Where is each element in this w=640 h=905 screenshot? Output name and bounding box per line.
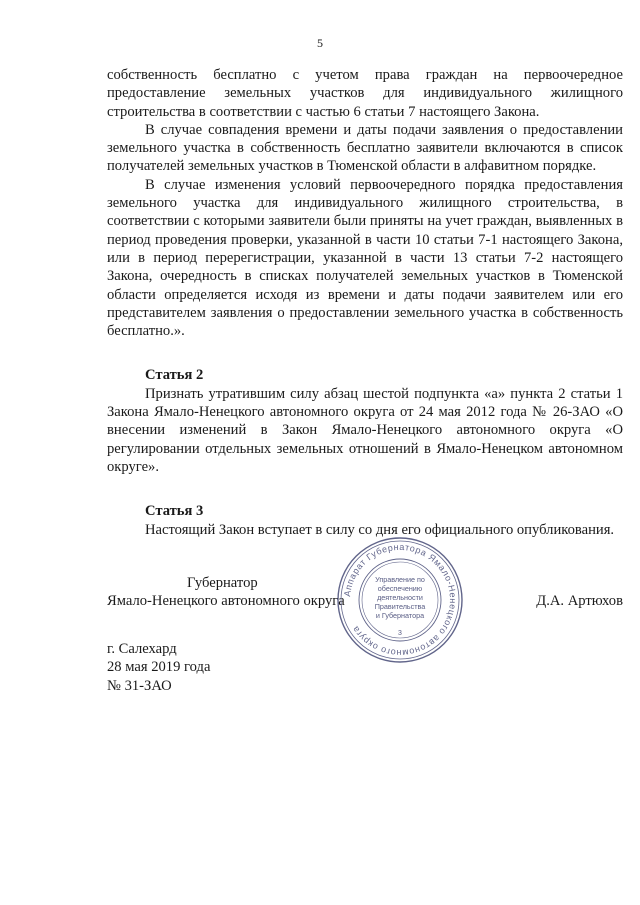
article-3-heading: Статья 3 xyxy=(145,503,204,520)
paragraph-change-conditions: В случае изменения условий первоочередного порядка предоставления земельного участка для индивидуального жилищного строительства, в соответствии с которыми заявители были приняты на учет граждан, выявленных в период проведения проверки, указанной в части 10 статьи 7-1 настоящего Закона, или в период перерегистрации, указанной в части 13 статьи 7-2 настоящего Закона, очередность в списках получателей земельных участков в Тюменской области определяется исходя из времени и даты подачи заявителем или его представителем заявления о предоставлении земельного участка в собственность бесплатно.». xyxy=(107,176,623,340)
governor-region: Ямало-Ненецкого автономного округа xyxy=(107,593,345,609)
article-2-text: Признать утратившим силу абзац шестой подпункта «а» пункта 2 статьи 1 Закона Ямало-Ненецкого автономного округа от 24 мая 2012 года № 26-ЗАО «О внесении изменений в Закон Ямало-Ненецкого автономного округа «О регулировании отдельных земельных отношений в Ямало-Ненецком автономном округе». xyxy=(107,385,623,475)
article-2-heading: Статья 2 xyxy=(145,367,204,384)
seal-ring-text: Аппарат Губернатора Ямало-Ненецкого автономного округа xyxy=(342,541,459,659)
law-body xyxy=(107,66,623,539)
governor-title: Губернатор xyxy=(187,575,258,591)
place-date-number-block xyxy=(107,640,210,695)
page-number: 5 xyxy=(317,36,323,50)
signing-date: 28 мая 2019 года xyxy=(107,659,211,676)
seal-center-line-4: Правительства xyxy=(374,602,426,611)
law-number: № 31-ЗАО xyxy=(107,677,172,694)
seal-center-line-2: обеспечению xyxy=(377,584,423,593)
article-3-text: Настоящий Закон вступает в силу со дня его официального опубликования. xyxy=(145,521,615,538)
seal-bottom-mark: 3 xyxy=(398,630,402,637)
seal-center-line-5: и Губернатора xyxy=(375,611,425,620)
seal-center-line-1: Управление по xyxy=(375,575,425,584)
city-name: г. Салехард xyxy=(107,641,177,657)
paragraph-same-time: В случае совпадения времени и даты подачи заявления о предоставлении земельного участка в собственность бесплатно заявители включаются в список получателей земельных участков в Тюменской области в алфавитном порядке. xyxy=(107,121,623,175)
seal-center-line-3: деятельности xyxy=(377,593,423,602)
paragraph-continuation: собственность бесплатно с учетом права граждан на первоочередное предоставление земельных участков для индивидуального жилищного строительства в соответствии с частью 6 статьи 7 настоящего Закона. xyxy=(107,67,623,120)
official-seal-stamp xyxy=(335,535,465,665)
governor-name: Д.А. Артюхов xyxy=(536,593,623,609)
